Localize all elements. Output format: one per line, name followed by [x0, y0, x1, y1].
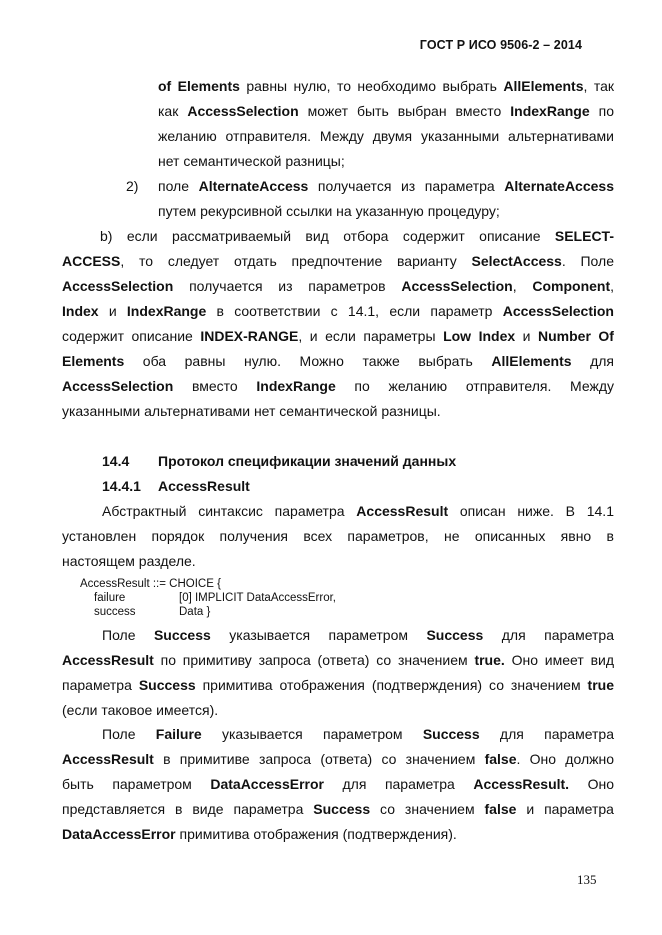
text-line — [62, 524, 614, 549]
text-run: содержит описание — [62, 328, 201, 344]
text-run: в соответствии с 14.1, если параметр — [206, 303, 503, 319]
bold-term: AccessResult — [62, 652, 154, 668]
code-field-type: [0] IMPLICIT DataAccessError, — [179, 592, 337, 604]
text-run: . Поле — [561, 253, 614, 269]
text-run: и — [98, 303, 127, 319]
bold-term: false — [484, 801, 517, 817]
text-run: Поле — [102, 726, 156, 742]
text-run: настоящем разделе. — [62, 553, 196, 569]
section-heading-14-4-1 — [102, 474, 250, 499]
text-run: описан ниже. В 14.1 — [448, 503, 614, 519]
text-run: и — [515, 328, 538, 344]
code-field-type: Data } — [179, 606, 211, 618]
bold-term: AlternateAccess — [198, 178, 309, 194]
paragraph-select-access — [62, 224, 614, 424]
text-run: для параметра — [323, 776, 474, 792]
list-item-alternate-access — [158, 174, 614, 224]
bold-term: Component — [532, 278, 611, 294]
section-heading-14-4 — [102, 449, 456, 474]
text-run: указывается параметром — [201, 726, 423, 742]
text-run: по желанию отправителя. Между — [335, 378, 615, 394]
bold-term: true — [587, 677, 614, 693]
bold-term: INDEX-RANGE — [200, 328, 299, 344]
bold-term: AccessResult — [62, 751, 154, 767]
text-run: как — [158, 103, 188, 119]
bold-term: Index — [62, 303, 99, 319]
bold-term: AccessResult. — [473, 776, 570, 792]
text-run: получается из параметров — [173, 278, 402, 294]
text-run: представляется в виде параметра — [62, 801, 314, 817]
paragraph-abstract-syntax — [62, 499, 614, 574]
text-run: b) если рассматриваемый вид отбора содержит описание — [100, 228, 555, 244]
text-run: указывается параметром — [210, 627, 427, 643]
text-line — [62, 623, 614, 648]
text-run: путем рекурсивной ссылки на указанную процедуру; — [158, 203, 500, 219]
text-line — [62, 747, 614, 772]
bold-term: IndexRange — [126, 303, 207, 319]
section-number: 14.4 — [102, 453, 130, 469]
text-run: . Оно должно — [516, 751, 614, 767]
code-field-name: success — [94, 606, 136, 618]
text-run: , и если параметры — [298, 328, 444, 344]
text-line — [62, 274, 614, 299]
text-line — [62, 673, 614, 698]
page-number: 135 — [577, 872, 597, 887]
bold-term: AlternateAccess — [504, 178, 614, 194]
text-line — [62, 299, 614, 324]
text-line — [62, 722, 614, 747]
bold-term: Elements — [62, 353, 125, 369]
text-line — [62, 797, 614, 822]
text-run: желанию отправителя. Между двумя указанными альтернативами — [158, 128, 614, 144]
bold-term: IndexRange — [256, 378, 336, 394]
bold-term: SELECT- — [554, 228, 614, 244]
text-run: , — [512, 278, 533, 294]
text-line — [62, 324, 614, 349]
text-run: параметра — [62, 677, 139, 693]
code-row-failure — [80, 591, 336, 605]
text-run: по — [589, 103, 614, 119]
text-line — [62, 549, 614, 574]
text-run: для параметра — [483, 627, 614, 643]
text-run: для параметра — [479, 726, 614, 742]
text-run: примитива отображения (подтверждения). — [175, 826, 457, 842]
text-run: , то следует отдать предпочтение варианту — [120, 253, 472, 269]
code-field-name: failure — [94, 592, 126, 604]
bold-term: Failure — [155, 726, 202, 742]
bold-term: AccessSelection — [62, 278, 174, 294]
text-run: по примитиву запроса (ответа) со значением — [153, 652, 475, 668]
text-run: для — [571, 353, 614, 369]
section-number: 14.4.1 — [102, 478, 141, 494]
code-row-success — [80, 605, 336, 619]
text-line — [62, 399, 614, 424]
text-run: Абстрактный синтаксис параметра — [102, 503, 357, 519]
text-line — [158, 174, 614, 199]
section-title: AccessResult — [158, 478, 250, 494]
paragraph-failure-field — [62, 722, 614, 847]
code-line: AccessResult ::= CHOICE { — [80, 578, 221, 590]
text-run: может быть выбран вместо — [298, 103, 511, 119]
text-run: нет семантической разницы; — [158, 153, 345, 169]
text-run: (если таковое имеется). — [62, 702, 219, 718]
text-line — [62, 698, 614, 723]
text-line — [62, 249, 614, 274]
text-run: вместо — [173, 378, 257, 394]
text-line — [62, 224, 614, 249]
text-run: поле — [158, 178, 199, 194]
text-run: примитива отображения (подтверждения) со значением — [195, 677, 588, 693]
bold-term: AccessSelection — [401, 278, 513, 294]
bold-term: AccessSelection — [502, 303, 614, 319]
bold-term: Success — [422, 726, 480, 742]
section-title: Протокол спецификации значений данных — [158, 453, 457, 469]
paragraph-success-field — [62, 623, 614, 723]
text-run: получается из параметра — [308, 178, 505, 194]
text-line — [158, 149, 614, 174]
bold-term: false — [484, 751, 517, 767]
text-line — [62, 648, 614, 673]
bold-term: AccessSelection — [187, 103, 299, 119]
text-line — [62, 499, 614, 524]
bold-term: AccessSelection — [62, 378, 174, 394]
text-run: установлен порядок получения всех параметров, не описанных явно в — [62, 528, 614, 544]
bold-term: Number Of — [538, 328, 614, 344]
text-line — [158, 74, 614, 99]
text-run: в примитиве запроса (ответа) со значением — [153, 751, 485, 767]
text-run: и параметра — [516, 801, 614, 817]
bold-term: Low Index — [443, 328, 516, 344]
bold-term: of Elements — [158, 78, 240, 94]
text-line — [62, 822, 614, 847]
text-line — [62, 349, 614, 374]
text-run: Оно имеет вид — [504, 652, 614, 668]
bold-term: AllElements — [491, 353, 572, 369]
text-line — [62, 374, 614, 399]
text-run: равны нулю, то необходимо выбрать — [239, 78, 504, 94]
bold-term: DataAccessError — [210, 776, 324, 792]
asn1-code-block — [80, 577, 336, 619]
text-line — [62, 772, 614, 797]
bold-term: IndexRange — [510, 103, 590, 119]
text-run: Поле — [102, 627, 154, 643]
document-header: ГОСТ Р ИСО 9506-2 – 2014 — [419, 38, 582, 52]
text-run: со значением — [370, 801, 485, 817]
text-run: , — [610, 278, 615, 294]
bold-term: Success — [153, 627, 211, 643]
list-item-number: 2) — [126, 178, 139, 194]
bold-term: DataAccessError — [62, 826, 176, 842]
bold-term: SelectAccess — [471, 253, 562, 269]
text-run: , так — [583, 78, 614, 94]
bold-term: ACCESS — [62, 253, 121, 269]
bold-term: true. — [474, 652, 505, 668]
bold-term: Success — [426, 627, 484, 643]
text-run: Оно — [569, 776, 614, 792]
text-run: оба равны нулю. Можно также выбрать — [124, 353, 492, 369]
text-line — [158, 124, 614, 149]
bold-term: AllElements — [503, 78, 584, 94]
bold-term: AccessResult — [356, 503, 449, 519]
text-run: быть параметром — [62, 776, 211, 792]
text-line — [158, 199, 614, 224]
paragraph-elements-note — [158, 74, 614, 174]
bold-term: Success — [138, 677, 196, 693]
bold-term: Success — [313, 801, 371, 817]
text-line — [158, 99, 614, 124]
text-run: указанными альтернативами нет семантической разницы. — [62, 403, 441, 419]
